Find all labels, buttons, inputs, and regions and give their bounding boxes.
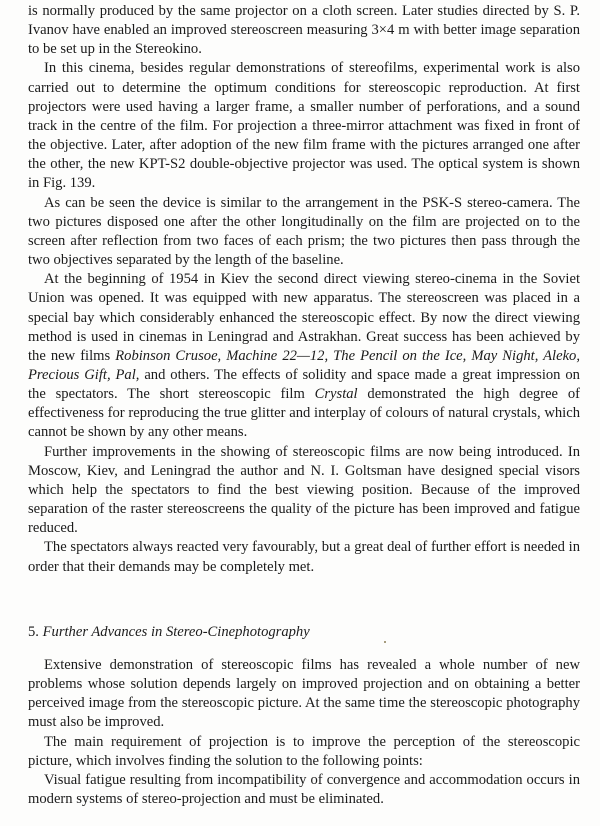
film-titles: Robinson Crusoe, Machine 22—12, The Pencil on the Ice, May Night, Aleko, Precious Gift, Pal, xyxy=(28,347,581,383)
section-title: Further Advances in Stereo-Cinephotography xyxy=(42,624,310,640)
paragraph-cinema-experiments: In this cinema, besides regular demonstrations of stereofilms, experimental work is also carried out to determine the optimum conditions for stereoscopic reproduction. At first projectors were used having a larger frame, a smaller number of perforations, and a sound track in the centre of the film. For projection a three-mirror attachment was fixed in front of the objective. Later, after adoption of the new film frame with the pictures arranged one after the other, the new KPT-S2 double-objective projector was used. The optical system is shown in Fig. 139. xyxy=(28,60,580,192)
paragraph-spectators: The spectators always reacted very favourably, but a great deal of further effort is needed in order that their demands may be completely met. xyxy=(28,539,580,575)
paragraph-improvements: Further improvements in the showing of stereoscopic films are now being introduced. In Moscow, Kiev, and Leningrad the author and N. I. Goltsman have designed special visors which help the spectators to find the best viewing position. Because of the improved separation of the raster stereoscreens the quality of the picture has been improved and fatigue reduced. xyxy=(28,443,580,537)
kiev-text-2: and others. The effects of solidity and space made a great impression on the spectators. The short stereoscopic film xyxy=(28,366,580,403)
kiev-text-1: At the beginning of 1954 in Kiev the second direct viewing stereo-cinema in the Soviet Union was opened. It was equipped with new apparatus. The stereoscreen was placed in a special bay which considerably enhanced the stereoscopic effect. By now the direct viewing method is used in cinemas in Leningrad and Astrakhan. Great success has been achieved by the new films xyxy=(28,271,580,364)
paragraph-device-description: As can be seen the device is similar to the arrangement in the PSK-S stereo-camera. The two pictures disposed one after the other longitudinally on the film are projected on to the screen after reflection from two faces of each prism; the two pictures then pass through the two objectives separated by the length of the baseline. xyxy=(28,194,580,269)
kiev-text-3: demonstrated the high degree of effectiveness for reproducing the true glitter and interplay of colours of natural crystals, which cannot be shown by any other means. xyxy=(28,386,580,441)
paragraph-kiev-cinema xyxy=(28,270,580,442)
section-number: 5. xyxy=(28,624,39,640)
body-text-top xyxy=(28,2,580,577)
paragraph-continuation: is normally produced by the same projector on a cloth screen. Later studies directed by S. P. Ivanov have enabled an improved stereoscreen measuring 3×4 m with better image separation to be set up in the Stereokino. xyxy=(28,3,580,58)
print-speck xyxy=(384,641,386,643)
paragraph-main-requirement: The main requirement of projection is to improve the perception of the stereoscopic picture, which involves finding the solution to the following points: xyxy=(28,733,580,769)
film-title-crystal: Crystal xyxy=(314,386,358,403)
section-heading xyxy=(28,623,310,642)
paragraph-visual-fatigue: Visual fatigue resulting from incompatibility of convergence and accommodation occurs in modern systems of stereo-projection and must be eliminated. xyxy=(28,771,580,808)
paragraph-new-problems: Extensive demonstration of stereoscopic films has revealed a whole number of new problems whose solution depends largely on improved projection and on obtaining a better perceived image from the stereoscopic picture. At the same time the stereoscopic photography must also be improved. xyxy=(28,657,580,731)
body-text-bottom xyxy=(28,656,580,809)
